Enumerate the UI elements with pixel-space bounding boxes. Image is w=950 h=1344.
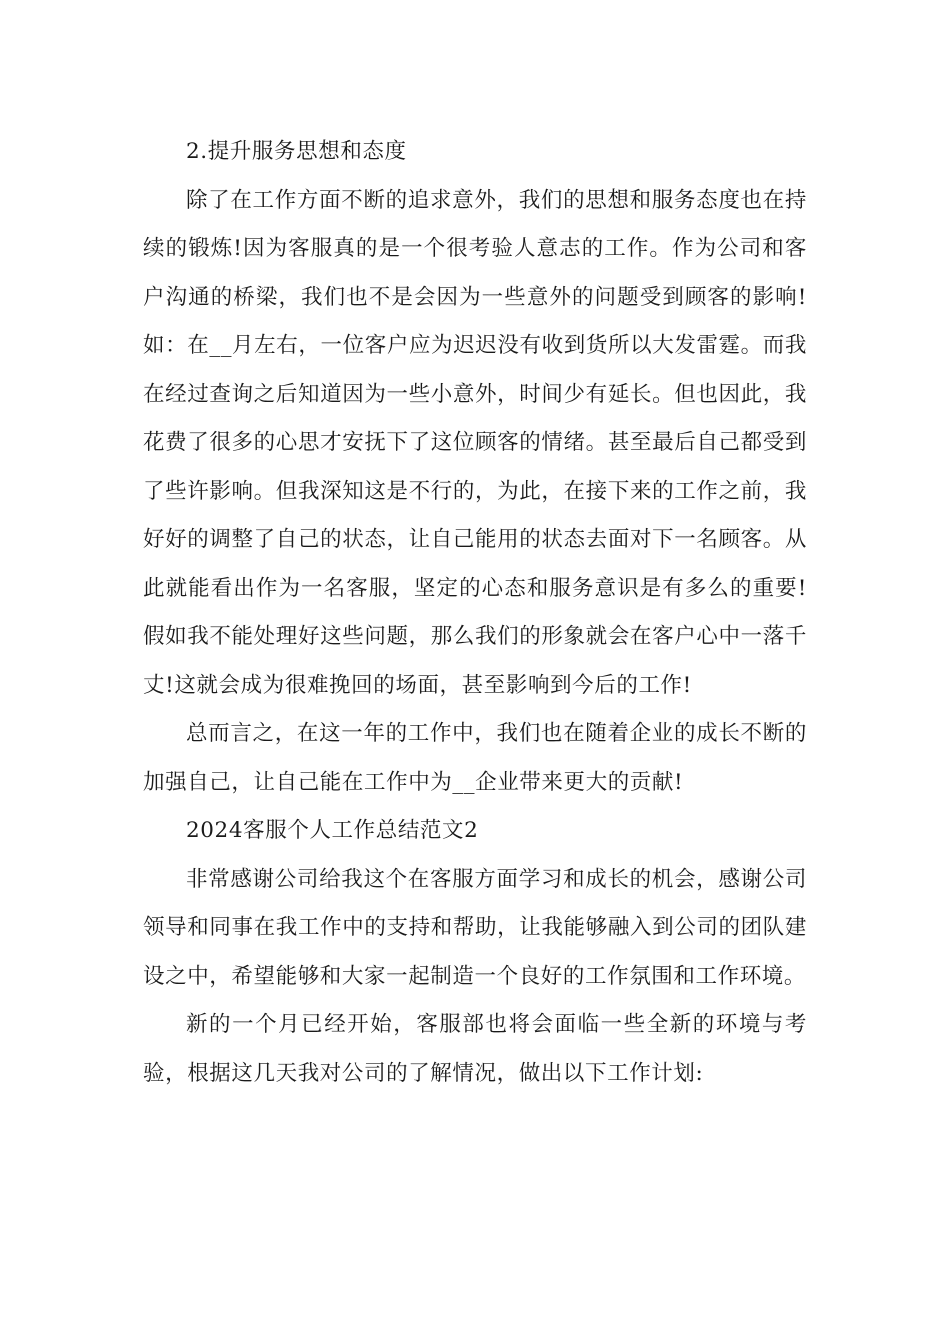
document-body <box>143 128 807 1098</box>
paragraph-summary: 总而言之，在这一年的工作中，我们也在随着企业的成长不断的加强自己，让自己能在工作中为__企业带来更大的贡献! <box>143 721 807 795</box>
paragraph-thanks: 非常感谢公司给我这个在客服方面学习和成长的机会，感谢公司领导和同事在我工作中的支持和帮助，让我能够融入到公司的团队建设之中，希望能够和大家一起制造一个良好的工作氛围和工作环境。 <box>143 866 807 989</box>
paragraph-new-month-plan: 新的一个月已经开始，客服部也将会面临一些全新的环境与考验，根据这几天我对公司的了解情况，做出以下工作计划: <box>143 1012 807 1086</box>
section-heading-service-attitude: 2.提升服务思想和态度 <box>186 139 407 164</box>
paragraph-service-attitude: 除了在工作方面不断的追求意外，我们的思想和服务态度也在持续的锻炼!因为客服真的是一个很考验人意志的工作。作为公司和客户沟通的桥梁，我们也不是会因为一些意外的问题受到顾客的影响!如：在__月左右，一位客户应为迟迟没有收到货所以大发雷霆。而我在经过查询之后知道因为一些小意外，时间少有延长。但也因此，我花费了很多的心思才安抚下了这位顾客的情绪。甚至最后自己都受到了些许影响。但我深知这是不行的，为此，在接下来的工作之前，我好好的调整了自己的状态，让自己能用的状态去面对下一名顾客。从此就能看出作为一名客服，坚定的心态和服务意识是有多么的重要!假如我不能处理好这些问题，那么我们的形象就会在客户心中一落千丈!这就会成为很难挽回的场面，甚至影响到今后的工作! <box>143 187 807 698</box>
section-heading-sample-2: 2024客服个人工作总结范文2 <box>186 818 479 843</box>
